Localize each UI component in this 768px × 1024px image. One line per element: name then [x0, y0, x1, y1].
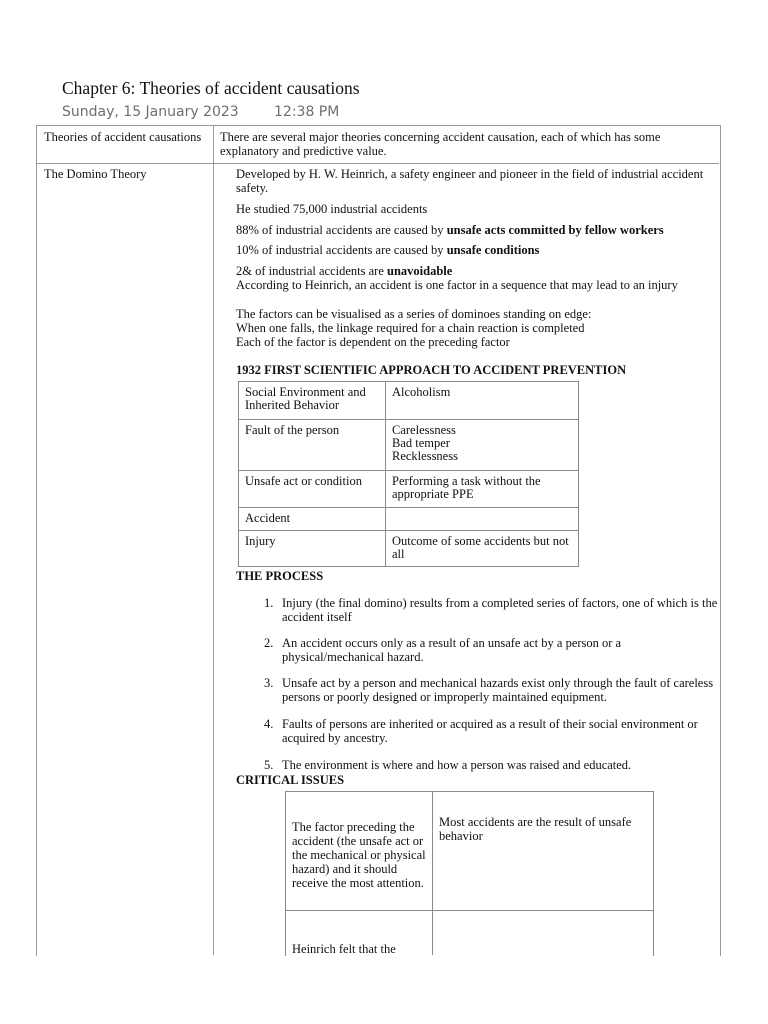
example-cell: Performing a task without the appropriate PPE [386, 471, 579, 508]
row2-left-cell: The Domino Theory [44, 167, 147, 181]
factor-cell: Injury [239, 531, 386, 567]
process-heading: THE PROCESS [236, 569, 324, 583]
page-title: Chapter 6: Theories of accident causations [62, 78, 360, 98]
example-cell: Alcoholism [386, 382, 579, 420]
critical-heading: CRITICAL ISSUES [236, 773, 345, 787]
domino-paragraph-6: According to Heinrich, an accident is one factor in a sequence that may lead to an injury [236, 278, 678, 292]
domino-paragraph-2: He studied 75,000 industrial accidents [236, 202, 428, 216]
list-item: 5. The environment is where and how a person was raised and educated. [264, 758, 632, 772]
domino-paragraph-5: 2& of industrial accidents are unavoidable [236, 264, 453, 278]
critical-cell-left: The factor preceding the accident (the unsafe act or the mechanical or physical hazard) and it should receive the most attention. [292, 820, 426, 890]
approach-heading: 1932 FIRST SCIENTIFIC APPROACH TO ACCIDENT PREVENTION [236, 363, 627, 377]
critical-cell-left-2: Heinrich felt that the [292, 942, 396, 956]
domino-paragraph-3: 88% of industrial accidents are caused by unsafe acts committed by fellow workers [236, 223, 664, 237]
domino-paragraph-9: Each of the factor is dependent on the preceding factor [236, 335, 510, 349]
table-row-divider [36, 163, 719, 164]
factor-cell: Social Environment and Inherited Behavior [239, 382, 386, 420]
row1-left-cell: Theories of accident causations [44, 130, 202, 144]
critical-cell-right: Most accidents are the result of unsafe behavior [439, 815, 632, 843]
example-cell: Carelessness Bad temper Recklessness [386, 420, 579, 471]
page-timestamp [62, 104, 340, 120]
domino-paragraph-4: 10% of industrial accidents are caused by unsafe conditions [236, 243, 540, 257]
critical-table-row-divider [285, 910, 653, 911]
page-time: 12:38 PM [274, 104, 340, 120]
table-column-divider [213, 125, 214, 955]
list-item: 4. Faults of persons are inherited or acquired as a result of their social environment or acquired by ancestry. [264, 717, 698, 745]
critical-table-divider [432, 791, 433, 955]
list-item: 3. Unsafe act by a person and mechanical hazards exist only through the fault of careless persons or poorly designed or improperly maintained equipment. [264, 676, 714, 704]
table-row [239, 471, 579, 508]
page-date: Sunday, 15 January 2023 [62, 104, 239, 120]
factor-cell: Unsafe act or condition [239, 471, 386, 508]
domino-factors-table [238, 381, 579, 567]
row1-right-cell: There are several major theories concerning accident causation, each of which has some explanatory and predictive value. [220, 130, 661, 158]
table-row [239, 508, 579, 531]
example-cell [386, 508, 579, 531]
domino-paragraph-7: The factors can be visualised as a series of dominoes standing on edge: [236, 307, 592, 321]
factor-cell: Fault of the person [239, 420, 386, 471]
table-row [239, 382, 579, 420]
list-item: 1. Injury (the final domino) results from a completed series of factors, one of which is the accident itself [264, 596, 718, 624]
factor-cell: Accident [239, 508, 386, 531]
domino-paragraph-8: When one falls, the linkage required for a chain reaction is completed [236, 321, 585, 335]
table-row [239, 420, 579, 471]
list-item: 2. An accident occurs only as a result of an unsafe act by a person or a physical/mechanical hazard. [264, 636, 622, 664]
example-cell: Outcome of some accidents but not all [386, 531, 579, 567]
table-row [239, 531, 579, 567]
domino-paragraph-1: Developed by H. W. Heinrich, a safety engineer and pioneer in the field of industrial accident safety. [236, 167, 704, 195]
